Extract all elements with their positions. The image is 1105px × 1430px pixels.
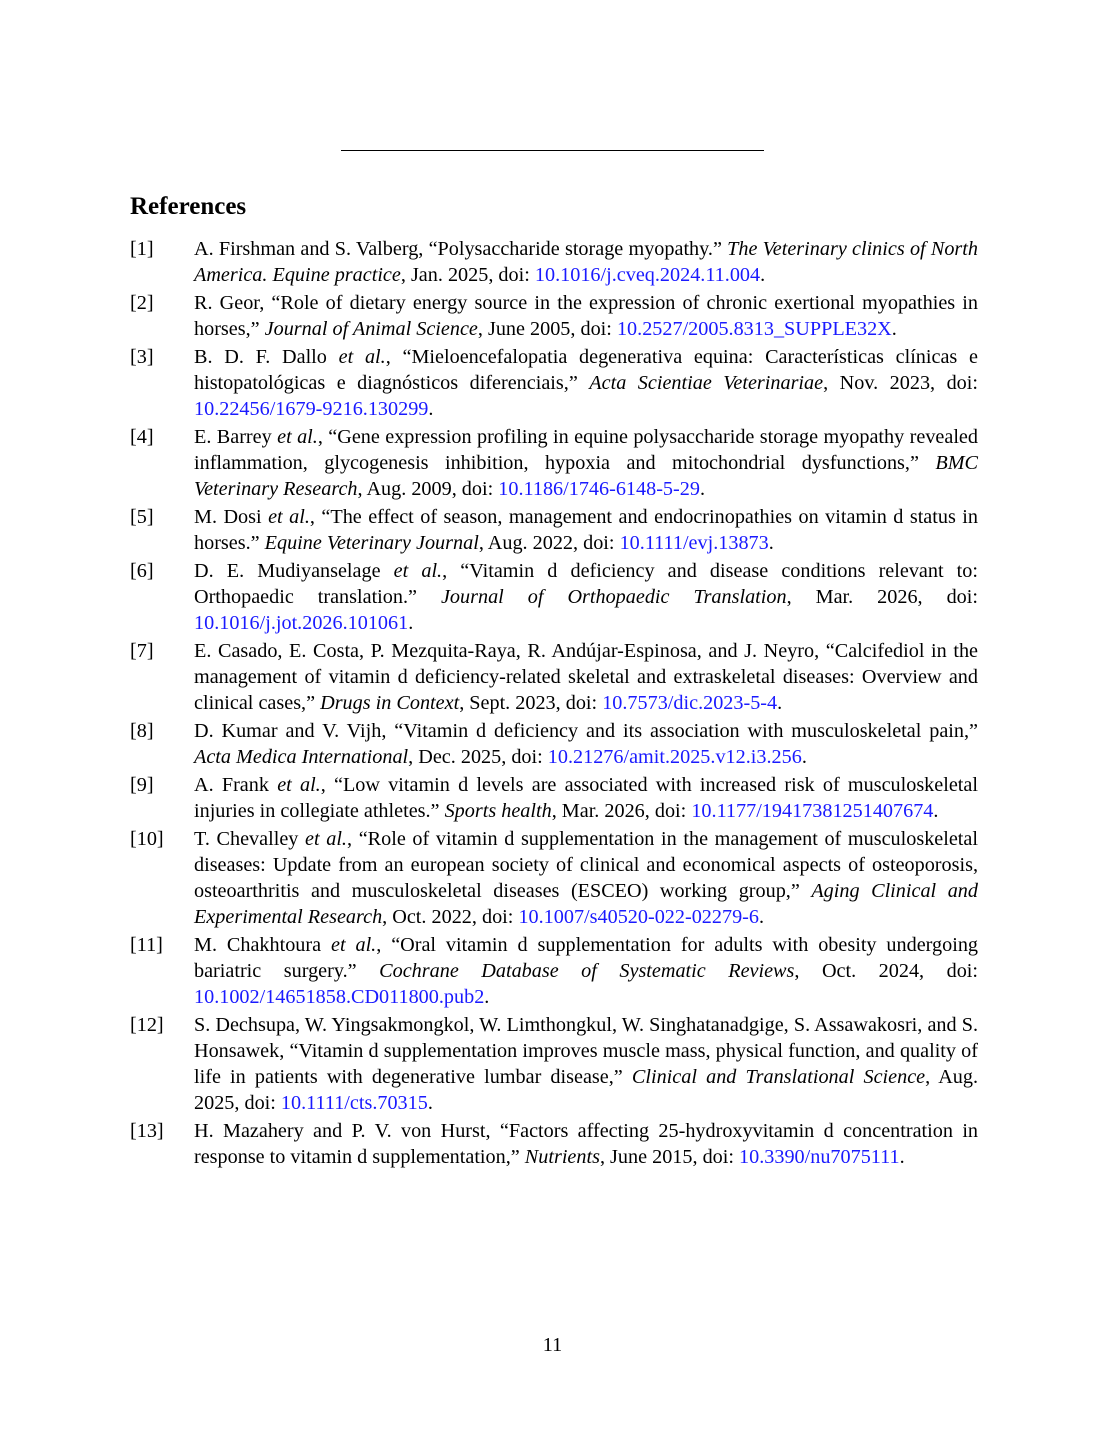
doi-link[interactable]: 10.1002/14651858.CD011800.pub2 bbox=[194, 986, 485, 1008]
reference-title: “Gene expression profiling in equine polysaccharide storage myopathy revealed inflammation, glycogenesis inhibition, hypoxia and mitochondrial dysfunctions,” bbox=[194, 426, 978, 474]
reference-item bbox=[130, 424, 978, 502]
reference-date: , Mar. 2026, doi: bbox=[551, 800, 692, 822]
reference-journal: Acta Scientiae Veterinariae bbox=[589, 372, 824, 394]
reference-item bbox=[130, 1012, 978, 1116]
reference-list bbox=[130, 236, 978, 1172]
reference-authors: H. Mazahery and P. V. von Hurst bbox=[194, 1120, 486, 1142]
reference-authors: S. Dechsupa, W. Yingsakmongkol, W. Limthongkul, W. Singhatanadgige, S. Assawakosri, and S. Honsawek bbox=[194, 1014, 978, 1062]
references-heading: References bbox=[130, 193, 247, 220]
reference-number: [10] bbox=[130, 828, 164, 850]
reference-text bbox=[194, 638, 978, 716]
reference-item bbox=[130, 558, 978, 636]
reference-number: [3] bbox=[130, 346, 154, 368]
reference-etal: et al. bbox=[277, 426, 318, 448]
doi-link[interactable]: 10.1016/j.jot.2026.101061 bbox=[194, 612, 409, 634]
reference-authors: D. Kumar and V. Vijh bbox=[194, 720, 382, 742]
reference-etal: et al. bbox=[305, 828, 347, 850]
reference-title: “Vitamin d deficiency and its association with musculoskeletal pain,” bbox=[394, 720, 978, 742]
reference-text bbox=[194, 424, 978, 502]
reference-text bbox=[194, 718, 978, 770]
doi-link[interactable]: 10.1007/s40520-022-02279-6 bbox=[518, 906, 759, 928]
reference-date: , Mar. 2026, doi: bbox=[786, 586, 978, 608]
reference-number: [13] bbox=[130, 1120, 164, 1142]
reference-title: “Calcifediol in the management of vitamin d deficiency-related skeletal and extraskeletal diseases: Overview and clinical cases,” bbox=[194, 640, 979, 714]
reference-item bbox=[130, 504, 978, 556]
reference-text bbox=[194, 236, 978, 288]
reference-journal: Journal of Animal Science bbox=[264, 318, 478, 340]
reference-text bbox=[194, 826, 978, 930]
reference-authors: M. Chakhtoura bbox=[194, 934, 331, 956]
reference-title: “The effect of season, management and endocrinopathies on vitamin d status in horses.” bbox=[194, 506, 979, 554]
reference-title: “Oral vitamin d supplementation for adults with obesity undergoing bariatric surgery.” bbox=[194, 934, 979, 982]
reference-journal: Drugs in Context bbox=[320, 692, 460, 714]
reference-item bbox=[130, 826, 978, 930]
reference-end: . bbox=[427, 1092, 433, 1114]
reference-end: . bbox=[408, 612, 414, 634]
reference-journal: Acta Medica International bbox=[194, 746, 409, 768]
doi-link[interactable]: 10.1186/1746-6148-5-29 bbox=[498, 478, 700, 500]
reference-item bbox=[130, 236, 978, 288]
reference-number: [12] bbox=[130, 1014, 164, 1036]
reference-authors: A. Firshman and S. Valberg bbox=[194, 238, 419, 260]
reference-date: , June 2005, doi: bbox=[477, 318, 617, 340]
reference-date: , Jan. 2025, doi: bbox=[400, 264, 535, 286]
reference-text bbox=[194, 772, 978, 824]
reference-authors: M. Dosi bbox=[194, 506, 269, 528]
reference-journal: Nutrients bbox=[524, 1146, 600, 1168]
doi-link[interactable]: 10.1111/cts.70315 bbox=[280, 1092, 428, 1114]
reference-end: . bbox=[891, 318, 897, 340]
doi-link[interactable]: 10.3390/nu7075111 bbox=[739, 1146, 900, 1168]
reference-number: [8] bbox=[130, 720, 154, 742]
reference-title: “Vitamin d supplementation improves muscle mass, physical function, and quality of life in patients with degenerative lumbar disease,” bbox=[194, 1040, 979, 1088]
reference-journal: BMC Veterinary Research bbox=[194, 452, 978, 500]
doi-link[interactable]: 10.7573/dic.2023-5-4 bbox=[602, 692, 778, 714]
reference-title: “Vitamin d deficiency and disease conditions relevant to: Orthopaedic translation.” bbox=[194, 560, 978, 608]
reference-authors: R. Geor bbox=[194, 292, 260, 314]
reference-end: . bbox=[759, 906, 765, 928]
reference-separator: , bbox=[385, 346, 403, 368]
reference-date: , Dec. 2025, doi: bbox=[408, 746, 548, 768]
reference-date: , Oct. 2022, doi: bbox=[382, 906, 519, 928]
reference-etal: et al. bbox=[393, 560, 443, 582]
reference-date: , Oct. 2024, doi: bbox=[794, 960, 979, 982]
reference-date: , June 2015, doi: bbox=[599, 1146, 740, 1168]
reference-end: . bbox=[484, 986, 490, 1008]
doi-link[interactable]: 10.21276/amit.2025.v12.i3.256 bbox=[547, 746, 802, 768]
reference-separator: , bbox=[485, 1120, 500, 1142]
reference-separator: , bbox=[259, 292, 272, 314]
reference-text bbox=[194, 1118, 978, 1170]
reference-separator: , bbox=[279, 1040, 290, 1062]
reference-text bbox=[194, 504, 978, 556]
reference-separator: , bbox=[381, 720, 395, 742]
reference-separator: , bbox=[418, 238, 429, 260]
reference-authors: B. D. F. Dallo bbox=[194, 346, 339, 368]
reference-separator: , bbox=[346, 828, 359, 850]
reference-item bbox=[130, 290, 978, 342]
reference-item bbox=[130, 1118, 978, 1170]
reference-separator: , bbox=[317, 426, 329, 448]
reference-number: [1] bbox=[130, 238, 154, 260]
reference-title: “Polysaccharide storage myopathy.” bbox=[428, 238, 722, 260]
reference-end: . bbox=[777, 692, 783, 714]
reference-etal: et al. bbox=[268, 506, 310, 528]
reference-date: , Aug. 2022, doi: bbox=[478, 532, 620, 554]
reference-end: . bbox=[768, 532, 774, 554]
reference-number: [11] bbox=[130, 934, 163, 956]
reference-journal: Equine Veterinary Journal bbox=[264, 532, 479, 554]
reference-authors: A. Frank bbox=[194, 774, 278, 796]
reference-text bbox=[194, 344, 978, 422]
reference-journal: Cochrane Database of Systematic Reviews bbox=[379, 960, 795, 982]
reference-etal: et al. bbox=[277, 774, 321, 796]
reference-number: [6] bbox=[130, 560, 154, 582]
reference-number: [7] bbox=[130, 640, 154, 662]
reference-text bbox=[194, 290, 978, 342]
doi-link[interactable]: 10.2527/2005.8313_SUPPLE32X bbox=[616, 318, 892, 340]
reference-authors: E. Barrey bbox=[194, 426, 278, 448]
doi-link[interactable]: 10.1111/evj.13873 bbox=[619, 532, 769, 554]
reference-title: “Role of dietary energy source in the expression of chronic exertional myopathies in horses,” bbox=[194, 292, 978, 340]
reference-journal: Journal of Orthopaedic Translation bbox=[440, 586, 787, 608]
reference-end: . bbox=[760, 264, 766, 286]
reference-authors: E. Casado, E. Costa, P. Mezquita-Raya, R. Andújar-Espinosa, and J. Neyro bbox=[194, 640, 815, 662]
reference-end: . bbox=[899, 1146, 905, 1168]
reference-text bbox=[194, 1012, 978, 1116]
reference-end: . bbox=[428, 398, 434, 420]
reference-journal: Sports health bbox=[444, 800, 552, 822]
reference-number: [9] bbox=[130, 774, 154, 796]
reference-item bbox=[130, 718, 978, 770]
reference-date: , Aug. 2009, doi: bbox=[357, 478, 499, 500]
reference-separator: , bbox=[442, 560, 461, 582]
reference-text bbox=[194, 932, 978, 1010]
reference-text bbox=[194, 558, 978, 636]
reference-item bbox=[130, 932, 978, 1010]
reference-separator: , bbox=[309, 506, 322, 528]
reference-title: “Mieloencefalopatia degenerativa equina: Características clínicas e histopatológicas e diagnósticos diferenciais,” bbox=[194, 346, 978, 394]
reference-item bbox=[130, 344, 978, 422]
reference-title: “Low vitamin d levels are associated with increased risk of musculoskeletal injuries in collegiate athletes.” bbox=[194, 774, 978, 822]
reference-date: , Sept. 2023, doi: bbox=[459, 692, 603, 714]
reference-authors: T. Chevalley bbox=[194, 828, 306, 850]
reference-journal: The Veterinary clinics of North America. Equine practice bbox=[194, 238, 978, 286]
reference-number: [2] bbox=[130, 292, 154, 314]
reference-title: “Factors affecting 25-hydroxyvitamin d concentration in response to vitamin d supplementation,” bbox=[194, 1120, 979, 1168]
reference-separator: , bbox=[320, 774, 335, 796]
reference-end: . bbox=[699, 478, 705, 500]
reference-end: . bbox=[933, 800, 939, 822]
reference-journal: Clinical and Translational Science bbox=[631, 1066, 926, 1088]
reference-item bbox=[130, 638, 978, 716]
doi-link[interactable]: 10.1177/19417381251407674 bbox=[691, 800, 934, 822]
reference-title: “Role of vitamin d supplementation in the management of musculoskeletal diseases: Update from an european society of clinical and economical aspects of osteoporosis, osteoarthritis and musculoskeletal diseases (ESCEO) working group,” bbox=[194, 828, 978, 902]
reference-etal: et al. bbox=[338, 346, 386, 368]
reference-item bbox=[130, 772, 978, 824]
reference-etal: et al. bbox=[331, 934, 377, 956]
reference-date: , Nov. 2023, doi: bbox=[823, 372, 978, 394]
footnote-separator-rule bbox=[341, 150, 764, 151]
doi-link[interactable]: 10.22456/1679-9216.130299 bbox=[194, 398, 429, 420]
doi-link[interactable]: 10.1016/j.cveq.2024.11.004 bbox=[534, 264, 761, 286]
reference-date: , Aug. 2025, doi: bbox=[194, 1066, 979, 1114]
reference-end: . bbox=[801, 746, 807, 768]
reference-number: [4] bbox=[130, 426, 154, 448]
reference-separator: , bbox=[814, 640, 826, 662]
reference-separator: , bbox=[376, 934, 392, 956]
reference-authors: D. E. Mudiyanselage bbox=[194, 560, 394, 582]
reference-number: [5] bbox=[130, 506, 154, 528]
reference-journal: Aging Clinical and Experimental Research bbox=[194, 880, 978, 928]
page-number: 11 bbox=[542, 1334, 563, 1356]
